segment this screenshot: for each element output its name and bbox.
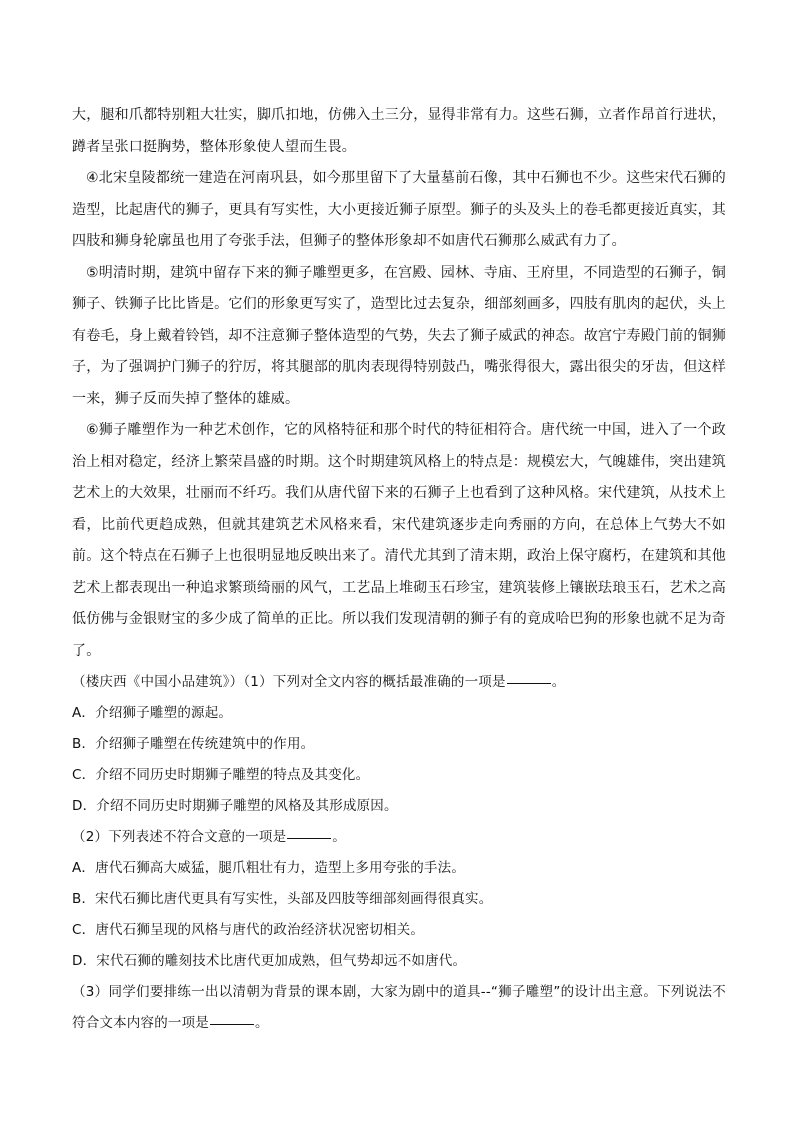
question-2-option-d: D．宋代石狮的雕刻技术比唐代更加成熟，但气势却远不如唐代。 — [72, 953, 467, 969]
paragraph-6: ⑥狮子雕塑作为一种艺术创作，它的风格特征和那个时代的特征相符合。唐代统一中国，进入了一个政治上相对稳定，经济上繁荣昌盛的时期。这个时期建筑风格上的特点是：规模宏大，气魄雄伟，突出建筑艺术上的大效果，壮丽而不纤巧。我们从唐代留下来的石狮子上也看到了这种风格。宋代建筑，从技术上看，比前代更趋成熟，但就其建筑艺术风格来看，宋代建筑逐步走向秀丽的方向，在总体上气势大不如前。这个特点在石狮子上也很明显地反映出来了。清代尤其到了清末期，政治上保守腐朽，在建筑和其他艺术上都表现出一种追求繁琐绮丽的风气，工艺品上堆砌玉石珍宝，建筑装修上镶嵌珐琅玉石，艺术之高低仿佛与金银财宝的多少成了简单的正比。所以我们发现清朝的狮子有的竟成哈巴狗的形象也就不足为奇了。 — [72, 422, 726, 659]
question-1-option-a: A．介绍狮子雕塑的源起。 — [72, 705, 233, 721]
question-1-text: （楼庆西《中国小品建筑》）（1）下列对全文内容的概括最准确的一项是 — [72, 674, 506, 690]
question-1-option-c: C．介绍不同历史时期狮子雕塑的特点及其变化。 — [72, 767, 370, 783]
paragraph-5: ⑤明清时期，建筑中留存下来的狮子雕塑更多，在宫殿、园林、寺庙、王府里，不同造型的石狮子，铜狮子、铁狮子比比皆是。它们的形象更写实了，造型比过去复杂，细部刻画多，四肢有肌肉的起伏，头上有卷毛，身上戴着铃铛，却不注意狮子整体造型的气势，失去了狮子威武的神态。故宫宁寿殿门前的铜狮子，为了强调护门狮子的狞厉，将其腿部的肌肉表现得特别鼓凸，嘴张得很大，露出很尖的牙齿，但这样一来，狮子反而失掉了整体的雄威。 — [72, 264, 726, 407]
question-1-option-d: D．介绍不同历史时期狮子雕塑的风格及其形成原因。 — [72, 798, 398, 814]
question-2-stem — [72, 822, 726, 853]
answer-blank — [287, 837, 331, 839]
question-2-end: 。 — [332, 829, 346, 845]
question-2-option-b: B．宋代石狮比唐代更具有写实性，头部及四肢等细部刻画得很真实。 — [72, 891, 493, 907]
question-3-stem — [72, 977, 726, 1039]
question-1-stem — [72, 667, 726, 698]
question-3-end: 。 — [255, 1015, 269, 1031]
question-2-option-a: A．唐代石狮高大威猛，腿爪粗壮有力，造型上多用夸张的手法。 — [72, 860, 466, 876]
question-1-option-b: B．介绍狮子雕塑在传统建筑中的作用。 — [72, 736, 315, 752]
question-2-text: （2）下列表述不符合文意的一项是 — [72, 829, 287, 845]
paragraph-continued: 大，腿和爪都特别粗大壮实，脚爪扣地，仿佛入土三分，显得非常有力。这些石狮，立者作昂首行进状，蹲者呈张口挺胸势，整体形象使人望而生畏。 — [72, 107, 726, 155]
paragraph-4: ④北宋皇陵都统一建造在河南巩县，如今那里留下了大量墓前石像，其中石狮也不少。这些宋代石狮的造型，比起唐代的狮子，更具有写实性，大小更接近狮子原型。狮子的头及头上的卷毛都更接近真实，其四肢和狮身轮廓虽也用了夸张手法，但狮子的整体形象却不如唐代石狮那么威武有力了。 — [72, 170, 726, 249]
question-3-text: （3）同学们要排练一出以清朝为背景的课本剧，大家为剧中的道具--“狮子雕塑”的设计出主意。下列说法不符合文本内容的一项是 — [72, 984, 726, 1031]
document-body — [72, 100, 726, 1039]
answer-blank — [210, 1023, 254, 1025]
answer-blank — [507, 682, 551, 684]
question-2-option-c: C．唐代石狮呈现的风格与唐代的政治经济状况密切相关。 — [72, 922, 425, 938]
question-1-end: 。 — [551, 674, 566, 690]
